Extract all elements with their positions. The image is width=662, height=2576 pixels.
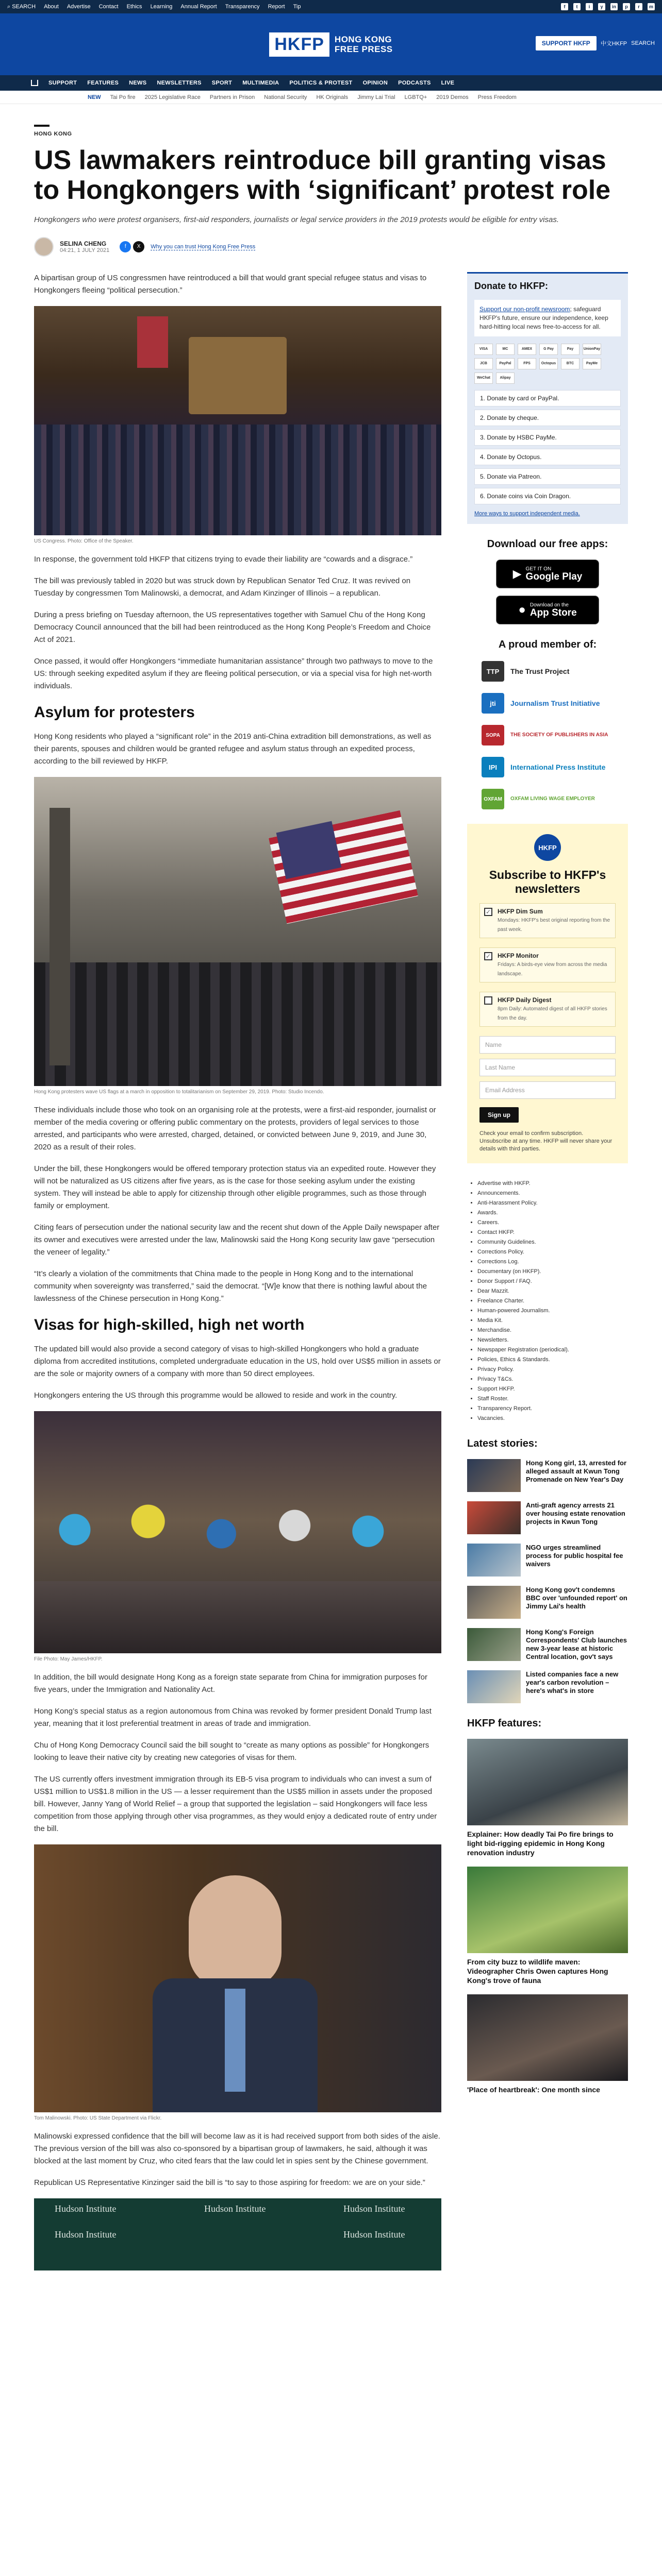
donate-option-cheque[interactable]: 2. Donate by cheque. — [474, 410, 621, 426]
sidebar-link[interactable]: • Corrections Policy. — [477, 1247, 628, 1257]
nav-item-live[interactable]: LIVE — [441, 80, 455, 86]
newsletter-desc: Mondays: HKFP's best original reporting from the past week. — [498, 918, 610, 933]
support-newsroom-link[interactable]: Support our non-profit newsroom — [479, 306, 570, 313]
logo-text: HONG KONG FREE PRESS — [334, 35, 393, 54]
feature-story[interactable] — [467, 1739, 628, 1857]
story-thumbnail — [467, 1501, 521, 1534]
google-pay-icon: G Pay — [539, 344, 558, 355]
jti-logo: jti — [482, 693, 504, 714]
paragraph: During a press briefing on Tuesday afternoon, the US representatives together with Samuel Chu of the Hong Kong Democracy Council announced that the bill had been reintroduced as the Hong Kong People’s Freedom and Choice Act of 2021. — [34, 611, 431, 644]
malinowski-photo — [34, 1844, 441, 2112]
paragraph: Hongkongers entering the US through this programme would be allowed to reside and work in the country. — [34, 1391, 398, 1400]
feature-image — [467, 1739, 628, 1825]
site-header — [0, 13, 662, 75]
header-actions — [536, 36, 655, 50]
sidebar-link[interactable]: • Staff Roster. — [477, 1394, 628, 1404]
nav-item-multimedia[interactable]: MULTIMEDIA — [242, 80, 279, 86]
trending-link[interactable]: Press Freedom — [477, 94, 517, 100]
protest-photo — [34, 777, 441, 1086]
util-link[interactable]: Tip — [293, 4, 301, 10]
newsletter-title: Subscribe to HKFP's newsletters — [489, 868, 606, 895]
sidebar-link[interactable]: • Newspaper Registration (periodical). — [477, 1345, 628, 1355]
latest-story[interactable] — [467, 1501, 628, 1534]
paragraph: A bipartisan group of US congressmen have reintroduced a bill that would grant special refugee status and visas to Hongkongers fleeing “political persecution.” — [34, 274, 427, 295]
apps-title: Download our free apps: — [487, 538, 608, 550]
main-nav — [0, 75, 662, 91]
util-link[interactable]: Advertise — [67, 4, 91, 10]
sidebar-link[interactable]: • Privacy T&Cs. — [477, 1375, 628, 1384]
sidebar-link[interactable]: • Media Kit. — [477, 1316, 628, 1326]
more-ways-link[interactable]: More ways to support independent media. — [474, 511, 580, 517]
latest-story[interactable] — [467, 1459, 628, 1492]
author-avatar[interactable] — [34, 237, 54, 257]
category-kicker[interactable]: HONG KONG — [34, 131, 72, 137]
newsletter-option-digest[interactable] — [479, 992, 616, 1027]
signup-button[interactable]: Sign up — [479, 1107, 519, 1123]
story-title: Hong Kong gov't condemns BBC over 'unfounded report' on Jimmy Lai's health — [526, 1586, 627, 1610]
newsletter-desc: 8pm Daily: Automated digest of all HKFP stories from the day. — [498, 1006, 607, 1021]
trending-new-label: NEW — [88, 94, 101, 100]
paragraph: In response, the government told HKFP that citizens trying to evade their liability are “cowards and a disgrace.” — [34, 555, 413, 564]
share-x-icon[interactable]: X — [133, 241, 144, 252]
story-thumbnail — [467, 1544, 521, 1577]
oxfam-logo: OXFAM — [482, 789, 504, 809]
feature-story[interactable] — [467, 1867, 628, 1985]
checkbox[interactable] — [484, 996, 492, 1005]
section-heading: Asylum for protesters — [34, 704, 195, 721]
fps-icon: FPS — [518, 358, 536, 369]
trending-bar — [0, 91, 662, 104]
wechat-icon: WeChat — [474, 372, 493, 384]
google-play-text: GET IT ON Google Play — [525, 566, 583, 582]
sidebar-link[interactable]: • Transparency Report. — [477, 1404, 628, 1414]
hudson-label: Hudson Institute — [343, 2204, 405, 2214]
sidebar-link[interactable]: • Advertise with HKFP. — [477, 1179, 628, 1189]
facebook-icon[interactable]: f — [561, 3, 568, 10]
latest-story[interactable] — [467, 1586, 628, 1619]
youtube-icon[interactable]: y — [598, 3, 605, 10]
util-link[interactable]: Contact — [98, 4, 119, 10]
latest-story[interactable] — [467, 1670, 628, 1703]
checkbox-checked[interactable]: ✓ — [484, 908, 492, 916]
trending-link[interactable]: Tai Po fire — [110, 94, 136, 100]
nav-item-opinion[interactable]: OPINION — [362, 80, 388, 86]
pinterest-icon[interactable]: p — [623, 3, 630, 10]
utility-bar — [0, 0, 662, 13]
nav-item-sport[interactable]: SPORT — [211, 80, 233, 86]
paragraph: “It’s clearly a violation of the commitments that China made to the people in Hong Kong and to the international community when sovereignty was transferred,” said the democrat. “[W]e know that there is nothing lawful about the lawlessness of the Chinese persecution in Hong Kong.” — [34, 1269, 427, 1303]
sidebar-link[interactable]: • Policies, Ethics & Standards. — [477, 1355, 628, 1365]
sidebar-link[interactable]: • Human-powered Journalism. — [477, 1306, 628, 1316]
member-name: The Trust Project — [510, 667, 570, 675]
google-play-icon: ▶ — [512, 567, 522, 580]
sidebar-link[interactable]: • Support HKFP. — [477, 1384, 628, 1394]
latest-title: Latest stories: — [467, 1438, 538, 1449]
sidebar — [467, 272, 628, 2270]
article-title: US lawmakers reintroduce bill granting visas to Hongkongers with ‘significant’ protest role — [34, 145, 611, 205]
paragraph: Chu of Hong Kong Democracy Council said the bill sought to “create as many options as possible” for Hongkongers looking to leave their native city by creating new categories of visas for them. — [34, 1741, 429, 1762]
donate-option-octopus[interactable]: 4. Donate by Octopus. — [474, 449, 621, 465]
google-play-button[interactable] — [496, 560, 599, 588]
alipay-icon: Alipay — [496, 372, 515, 384]
first-name-input[interactable]: Name — [479, 1036, 616, 1054]
rss-icon[interactable]: r — [635, 3, 642, 10]
sidebar-link[interactable]: • Announcements. — [477, 1189, 628, 1198]
checkbox-checked[interactable]: ✓ — [484, 952, 492, 960]
paragraph: The bill was previously tabled in 2020 but was struck down by Republican Senator Ted Cruz. It was revived on Tuesday by congressmen Tom Malinowski, a democrat, and Adam Kinzinger of Illinois – a republican. — [34, 577, 411, 598]
kicker-rule — [34, 125, 49, 127]
apple-icon: ● — [518, 603, 526, 617]
umbrellas-shape — [34, 1488, 441, 1571]
nav-item-podcasts[interactable]: PODCASTS — [398, 80, 431, 86]
paragraph: Once passed, it would offer Hongkongers “immediate humanitarian assistance” through two pathways to move to the US: through seeking expedited asylum if they are fleeing political persecution, or via a special visa for high net-worth individuals. — [34, 657, 433, 690]
util-link[interactable]: Ethics — [126, 4, 142, 10]
apple-pay-icon: Pay — [561, 344, 580, 355]
sidebar-link[interactable]: • Anti-Harassment Policy. — [477, 1198, 628, 1208]
app-store-text: Download on the App Store — [529, 602, 577, 618]
member-name: THE SOCIETY OF PUBLISHERS IN ASIA — [510, 732, 608, 738]
sidebar-link[interactable]: • Freelance Charter. — [477, 1296, 628, 1306]
story-title: Hong Kong's Foreign Correspondents' Club launches new 3-year lease at historic Central location, gov't says — [526, 1628, 627, 1660]
member-name: Journalism Trust Initiative — [510, 699, 600, 707]
newsletter-name: HKFP Monitor — [498, 952, 539, 959]
section-heading: Visas for high-skilled, high net worth — [34, 1316, 305, 1333]
umbrella-protest-photo — [34, 1411, 441, 1653]
amex-icon: AMEX — [518, 344, 536, 355]
donate-widget — [467, 272, 628, 524]
newsletter-fine-print: Check your email to confirm subscription. Unsubscribe at any time. HKFP will never share your details with third parties. — [479, 1130, 613, 1152]
sopa-logo: SOPA — [482, 725, 504, 745]
trending-link[interactable]: 2025 Legislative Race — [144, 94, 201, 100]
trending-link[interactable]: LGBTQ+ — [404, 94, 427, 100]
visa-icon: VISA — [474, 344, 493, 355]
street-shape — [34, 1581, 441, 1653]
util-link[interactable]: Annual Report — [180, 4, 217, 10]
newsletter-desc: Fridays: A birds-eye view from across the media landscape. — [498, 962, 607, 977]
newsletter-logo: HKFP — [534, 834, 561, 861]
crowd-shape — [34, 425, 441, 535]
nav-item-support[interactable]: SUPPORT — [48, 80, 77, 86]
sidebar-link[interactable]: • Vacancies. — [477, 1414, 628, 1423]
newsletter-option-monitor[interactable] — [479, 947, 616, 982]
sidebar-link[interactable]: • Privacy Policy. — [477, 1365, 628, 1375]
features-title: HKFP features: — [467, 1718, 542, 1729]
publish-date: 04:21, 1 JULY 2021 — [60, 247, 110, 253]
author-name[interactable]: SELINA CHENG — [60, 240, 107, 247]
congress-photo — [34, 306, 441, 535]
sidebar-link[interactable]: • Contact HKFP. — [477, 1228, 628, 1238]
app-store-button[interactable] — [496, 596, 599, 624]
search-label: SEARCH — [12, 3, 36, 10]
photo-caption: US Congress. Photo: Office of the Speaker. — [34, 538, 134, 544]
nav-item-features[interactable]: FEATURES — [87, 80, 119, 86]
feature-image — [467, 1994, 628, 2081]
member-title: A proud member of: — [498, 639, 597, 650]
story-title: Anti-graft agency arrests 21 over housing estate renovation projects in Kwun Tong — [526, 1501, 625, 1526]
sidebar-link[interactable]: • Community Guidelines. — [477, 1238, 628, 1247]
rostrum-shape — [189, 337, 287, 414]
member-sopa[interactable] — [482, 724, 628, 747]
paragraph: Hong Kong’s special status as a region autonomous from China was revoked by former president Donald Trump last year, meaning that it lost preferential treatment in areas of trade and immigration. — [34, 1707, 432, 1728]
article-body — [34, 272, 441, 2270]
trending-link[interactable]: HK Originals — [316, 94, 349, 100]
sidebar-link[interactable]: • Dear Mazzit. — [477, 1286, 628, 1296]
newsletter-signup — [467, 824, 628, 1163]
photo-caption: Tom Malinowski. Photo: US State Department via Flickr. — [34, 2115, 162, 2121]
footer-links — [467, 1179, 628, 1423]
hudson-label: Hudson Institute — [204, 2204, 266, 2214]
jcb-icon: JCB — [474, 358, 493, 369]
donate-option-coin[interactable]: 6. Donate coins via Coin Dragon. — [474, 488, 621, 504]
donate-title: Donate to HKFP: — [474, 281, 548, 291]
paragraph: Under the bill, these Hongkongers would be offered temporary protection status via an expedited route. However they will not be naturalized as US citizens after five years, as is the case for those seeking asylum under the existing system. They will instead be able to apply for citizenship through other eligible programmes, such as those through family or employment. — [34, 1164, 436, 1210]
paragraph: The updated bill would also provide a second category of visas to high-skilled Hongkongers who hold a graduate diploma from accredited institutions, completed undergraduate education in the US, hold over US$5 million in assets or are the sole or majority owners of a company with more than 50 direct employees. — [34, 1345, 441, 1378]
util-link[interactable]: Report — [268, 4, 285, 10]
logo-mark: HKFP — [269, 32, 329, 57]
trust-link[interactable]: Why you can trust Hong Kong Free Press — [151, 243, 256, 250]
hudson-label: Hudson Institute — [343, 2229, 405, 2240]
portrait-shirt-shape — [225, 1989, 245, 2092]
hudson-photo — [34, 2198, 441, 2270]
sidebar-link[interactable]: • Newsletters. — [477, 1335, 628, 1345]
paragraph: These individuals include those who took on an organising role at the protests, were a first-aid responder, journalist or member of the media covering or offering public commentary on the protests, providers of legal services to those arrested, and participants who were arrested, charged, detained, or convicted between June 9, 2019, and June 30, 2020 as a result of their roles. — [34, 1106, 436, 1151]
trending-link[interactable]: 2019 Demos — [436, 94, 469, 100]
header-search-link[interactable]: SEARCH — [631, 40, 655, 46]
trending-link[interactable]: Jimmy Lai Trial — [357, 94, 395, 100]
member-ipi[interactable] — [482, 756, 628, 778]
photo-caption: File Photo: May James/HKFP. — [34, 1656, 103, 1662]
social-icons — [561, 3, 655, 10]
trust-project-logo: TTP — [482, 661, 504, 682]
paragraph: Republican US Representative Kinzinger said the bill is “to say to those aspiring for freedom: we are on your side.” — [34, 2178, 425, 2187]
search-link[interactable]: ⌕ SEARCH — [7, 3, 36, 10]
latest-story[interactable] — [467, 1628, 628, 1661]
story-thumbnail — [467, 1586, 521, 1619]
newsletter-option-dimsum[interactable] — [479, 903, 616, 938]
mastercard-icon: MC — [496, 344, 515, 355]
twitter-icon[interactable]: t — [573, 3, 581, 10]
instagram-icon[interactable]: i — [586, 3, 593, 10]
member-trust-project[interactable] — [482, 660, 628, 683]
story-title: Listed companies face a new year's carbon revolution – here's what's in store — [526, 1670, 619, 1694]
sidebar-link[interactable]: • Awards. — [477, 1208, 628, 1218]
feature-title: Explainer: How deadly Tai Po fire brings to light bid-rigging epidemic in Hong Kong renovation industry — [467, 1830, 614, 1857]
author-block — [60, 240, 109, 253]
paragraph: Hong Kong residents who played a “significant role” in the 2019 anti-China extradition bill demonstrations, as well as their parents, spouses and children would be granted refugee and asylum status through an expedited process, according to the bill reviewed by HKFP. — [34, 732, 432, 766]
nav-item-politics[interactable]: POLITICS & PROTEST — [289, 80, 353, 86]
paypal-icon: PayPal — [496, 358, 515, 369]
mail-icon[interactable]: m — [648, 3, 655, 10]
hudson-label: Hudson Institute — [55, 2229, 117, 2240]
sidebar-link[interactable]: • Careers. — [477, 1218, 628, 1228]
last-name-input[interactable]: Last Name — [479, 1059, 616, 1076]
sidebar-link[interactable]: • Donor Support / FAQ. — [477, 1277, 628, 1286]
story-title: Hong Kong girl, 13, arrested for alleged assault at Kwun Tong Promenade on New Year's Day — [526, 1459, 627, 1483]
donate-option-payme[interactable]: 3. Donate by HSBC PayMe. — [474, 429, 621, 446]
protesters-shape — [34, 962, 441, 1086]
newsletter-name: HKFP Daily Digest — [498, 996, 552, 1004]
sidebar-link[interactable]: • Corrections Log. — [477, 1257, 628, 1267]
payme-icon: PayMe — [583, 358, 601, 369]
share-facebook-icon[interactable]: f — [120, 241, 131, 252]
trending-link[interactable]: Partners in Prison — [209, 94, 255, 100]
member-jti[interactable] — [482, 692, 628, 715]
newsletter-name: HKFP Dim Sum — [498, 908, 543, 915]
nav-item-newsletters[interactable]: NEWSLETTERS — [157, 80, 202, 86]
donate-option-card[interactable]: 1. Donate by card or PayPal. — [474, 390, 621, 406]
content-layout — [0, 257, 662, 2270]
story-thumbnail — [467, 1628, 521, 1661]
feature-title: 'Place of heartbreak': One month since — [467, 2086, 600, 2094]
byline — [34, 237, 628, 257]
story-title: NGO urges streamlined process for public hospital fee waivers — [526, 1544, 623, 1568]
feature-story[interactable] — [467, 1994, 628, 2094]
story-thumbnail — [467, 1670, 521, 1703]
util-link[interactable]: About — [44, 4, 59, 10]
donate-option-patreon[interactable]: 5. Donate via Patreon. — [474, 468, 621, 485]
paragraph: The US currently offers investment immigration through its EB-5 visa program to individuals who can invest a sum of US$1 million to US$1.8 million in the US — a lesser requirement than the US$5 million in assets under the proposed bill. However, Janny Yang of World Relief – a group that supported the legislation – said Hongkongers will face less competition from those applying through other visa programmes, as they would enjoy a dedicated route of entry under the bill. — [34, 1775, 437, 1833]
member-name: OXFAM LIVING WAGE EMPLOYER — [510, 796, 595, 802]
paragraph: In addition, the bill would designate Hong Kong as a foreign state separate from China for immigration purposes for five years, under the Immigration and Nationality Act. — [34, 1673, 427, 1694]
paragraph: Malinowski expressed confidence that the bill will become law as it is had received support from both sides of the aisle. The previous version of the bill was also co-sponsored by a bipartisan group of lawmakers, he said, although it was blocked at the last moment by Cruz, who cited fears that the law could let in spies sent by the Chinese government. — [34, 2132, 440, 2165]
support-button[interactable]: SUPPORT HKFP — [536, 36, 597, 50]
portrait-face-shape — [189, 1875, 282, 1989]
sidebar-link[interactable]: • Merchandise. — [477, 1326, 628, 1335]
photo-caption: Hong Kong protesters wave US flags at a march in opposition to totalitarianism on September 29, 2019. Photo: Studio Incendo. — [34, 1089, 324, 1095]
story-thumbnail — [467, 1459, 521, 1492]
member-oxfam[interactable] — [482, 788, 628, 810]
util-link[interactable]: Learning — [150, 4, 173, 10]
unionpay-icon: UnionPay — [583, 344, 601, 355]
home-icon[interactable] — [31, 80, 38, 86]
building-shape — [49, 808, 70, 1065]
feature-title: From city buzz to wildlife maven: Videographer Chris Owen captures Hong Kong's trove of fauna — [467, 1958, 608, 1985]
octopus-icon: Octopus — [539, 358, 558, 369]
article-subhead: Hongkongers who were protest organisers, first-aid responders, journalists or legal service providers in the 2019 protests would be eligible for entry visas. — [34, 215, 559, 224]
share-icons — [120, 241, 144, 252]
linkedin-icon[interactable]: in — [610, 3, 618, 10]
latest-story[interactable] — [467, 1544, 628, 1577]
member-name: International Press Institute — [510, 763, 606, 771]
util-link[interactable]: Transparency — [225, 4, 260, 10]
nav-item-news[interactable]: NEWS — [129, 80, 147, 86]
email-input[interactable]: Email Address — [479, 1081, 616, 1099]
hudson-label: Hudson Institute — [55, 2204, 117, 2214]
site-logo[interactable] — [269, 32, 392, 57]
feature-image — [467, 1867, 628, 1953]
donate-intro: Support our non-profit newsroom; safeguard HKFP's future, ensure our independence, keep hard-hitting local news free-to-access for all. — [474, 300, 621, 336]
payment-methods — [474, 344, 621, 384]
flag-shape — [137, 316, 168, 368]
sidebar-link[interactable]: • Documentary (on HKFP). — [477, 1267, 628, 1277]
article-header — [0, 104, 662, 257]
bitcoin-icon: BTC — [561, 358, 580, 369]
trending-link[interactable]: National Security — [264, 94, 307, 100]
chinese-site-link[interactable]: 中文HKFP — [600, 41, 627, 47]
paragraph: Citing fears of persecution under the national security law and the recent shut down of the Apple Daily newspaper after its owner and executives were arrested under the law, Malinowski said the Hong Kong security law gave “persecution the veneer of legality.” — [34, 1223, 440, 1257]
ipi-logo: IPI — [482, 757, 504, 777]
